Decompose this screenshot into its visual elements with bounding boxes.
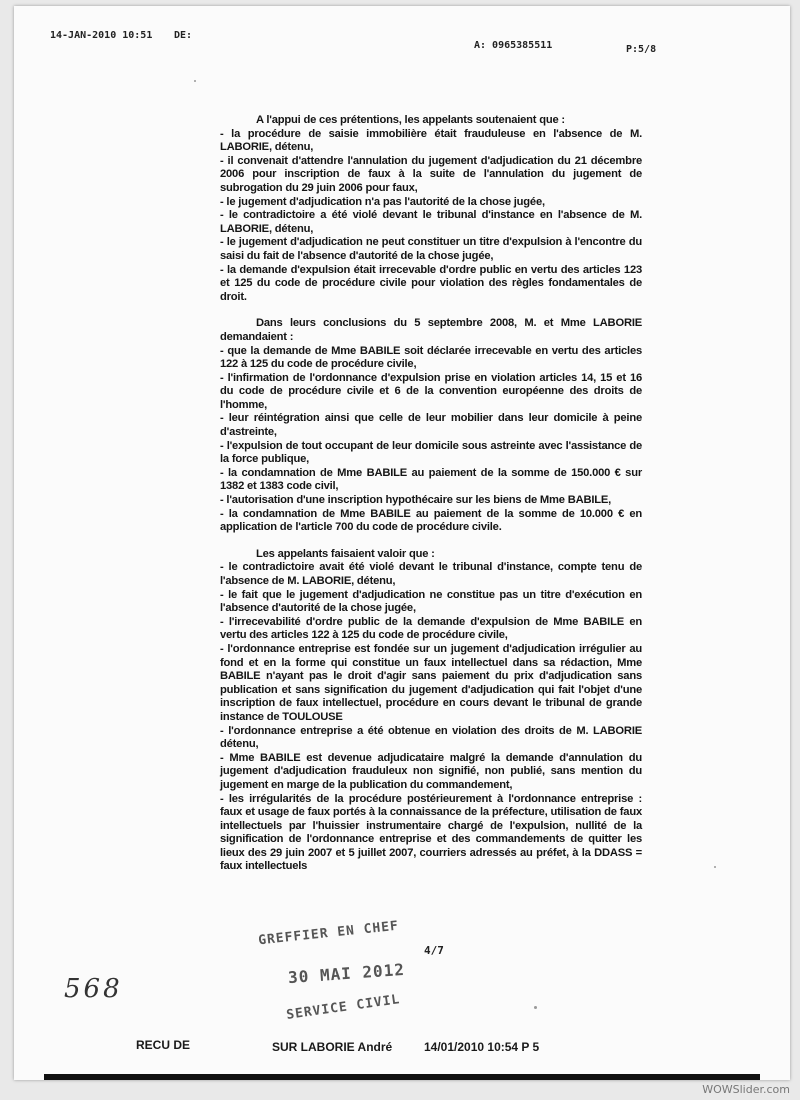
- paragraph-conclusions: [220, 317, 642, 535]
- fax-page-indicator: P:5/8: [626, 44, 657, 55]
- list-item: - Mme BABILE est devenue adjudicataire malgré la demande d'annulation du jugement d'adjudication frauduleux non signifié, non publié, sans mention du jugement en marge de la publication du commandement,: [220, 751, 642, 791]
- fax-to-number: A: 0965385511: [474, 40, 553, 51]
- paragraph-lead: Dans leurs conclusions du 5 septembre 2008, M. et Mme LABORIE demandaient :: [220, 317, 642, 343]
- list-item: - le contradictoire avait été violé devant le tribunal d'instance, compte tenu de l'absence de M. LABORIE, détenu,: [220, 561, 642, 587]
- footer-timestamp: 14/01/2010 10:54 P 5: [424, 1040, 540, 1054]
- paragraph-lead: Les appelants faisaient valoir que :: [256, 547, 435, 560]
- list-item: - l'infirmation de l'ordonnance d'expulsion prise en violation articles 14, 15 et 16 du code de procédure civile et 6 de la convention européenne des droits de l'homme,: [220, 371, 642, 411]
- list-item: - l'irrecevabilité d'ordre public de la demande d'expulsion de Mme BABILE en vertu des articles 122 à 125 du code de procédure civile,: [220, 615, 642, 642]
- list-item: - les irrégularités de la procédure postérieurement à l'ordonnance entreprise : faux et usage de faux portés à la connaissance de la préfecture, utilisation de faux intellectuels par l'huissier instrumentaire chargé de l'expulsion, nullité de la signification de l'ordonnance entreprise et des commandements de quitter les lieux des 29 juin 2007 et 5 juillet 2007, courriers adressés au préfet, à la DDASS = faux intellectuels: [220, 792, 642, 873]
- document-body: [220, 114, 642, 874]
- footer-sender: SUR LABORIE André: [272, 1040, 393, 1054]
- list-item: - la condamnation de Mme BABILE au paiement de la somme de 150.000 € sur 1382 et 1383 code civil,: [220, 466, 642, 493]
- footer-recu-de: RECU DE: [136, 1038, 191, 1052]
- watermark: WOWSlider.com: [702, 1083, 790, 1096]
- handwritten-number: 568: [64, 974, 123, 1004]
- paragraph-faisaient-valoir: [220, 548, 642, 874]
- list-item: - le jugement d'adjudication n'a pas l'autorité de la chose jugée,: [220, 195, 545, 208]
- scan-speck: [534, 1006, 537, 1009]
- fax-from-label: DE:: [174, 30, 193, 41]
- page-number: 4/7: [424, 944, 444, 957]
- scan-speck: [194, 80, 196, 82]
- scan-speck: [714, 866, 716, 868]
- list-item: - la demande d'expulsion était irrecevable d'ordre public en vertu des articles 123 et 125 du code de procédure civile pour violation des règles fondamentales de droit.: [220, 263, 642, 303]
- stamp-service: SERVICE CIVIL: [285, 992, 402, 1023]
- list-item: - le contradictoire a été violé devant le tribunal d'instance en l'absence de M. LABORIE, détenu,: [220, 209, 642, 235]
- list-item: - que la demande de Mme BABILE soit déclarée irrecevable en vertu des articles 122 à 125 du code de procédure civile,: [220, 344, 642, 371]
- fax-date-time: 14-JAN-2010 10:51: [50, 30, 153, 41]
- list-item: - l'expulsion de tout occupant de leur domicile sous astreinte avec l'assistance de la force publique,: [220, 439, 642, 466]
- fax-page: [14, 6, 790, 1080]
- list-item: - le fait que le jugement d'adjudication ne constitue pas un titre d'exécution en l'absence d'autorité de la chose jugée,: [220, 588, 642, 615]
- list-item: - l'ordonnance entreprise a été obtenue en violation des droits de M. LABORIE détenu,: [220, 724, 642, 751]
- list-item: - l'autorisation d'une inscription hypothécaire sur les biens de Mme BABILE,: [220, 494, 612, 507]
- list-item: - il convenait d'attendre l'annulation du jugement d'adjudication du 21 décembre 2006 pour inscription de faux à la suite de l'annulation du jugement de subrogation du 29 juin 2006 pour faux,: [220, 154, 642, 194]
- list-item: - la condamnation de Mme BABILE au paiement de la somme de 10.000 € en application de l'article 700 du code de procédure civile.: [220, 507, 642, 534]
- fax-bottom-bar: [44, 1074, 760, 1080]
- list-item: - le jugement d'adjudication ne peut constituer un titre d'expulsion à l'encontre du saisi du fait de l'absence d'autorité de la chose jugée,: [220, 236, 642, 262]
- list-item: - l'ordonnance entreprise est fondée sur un jugement d'adjudication irrégulier au fond et en la forme qui constitue un faux intellectuel dans sa rédaction, Mme BABILE n'ayant pas le droit d'agir sans paiement du prix d'adjudication sans publication et sans signification du jugement d'adjudication qui fait l'objet d'une inscription de faux intellectuel, procédure en cours devant le tribunal de grande instance de TOULOUSE: [220, 642, 642, 723]
- paragraph-lead: A l'appui de ces prétentions, les appelants soutenaient que :: [256, 114, 565, 126]
- stamp-date: 30 MAI 2012: [287, 959, 406, 988]
- paragraph-appelants-pretentions: [220, 114, 642, 304]
- list-item: - la procédure de saisie immobilière était frauduleuse en l'absence de M. LABORIE, détenu,: [220, 127, 642, 154]
- stamp-greffier: GREFFIER EN CHEF: [257, 918, 400, 949]
- list-item: - leur réintégration ainsi que celle de leur mobilier dans leur domicile à peine d'astreinte,: [220, 412, 642, 439]
